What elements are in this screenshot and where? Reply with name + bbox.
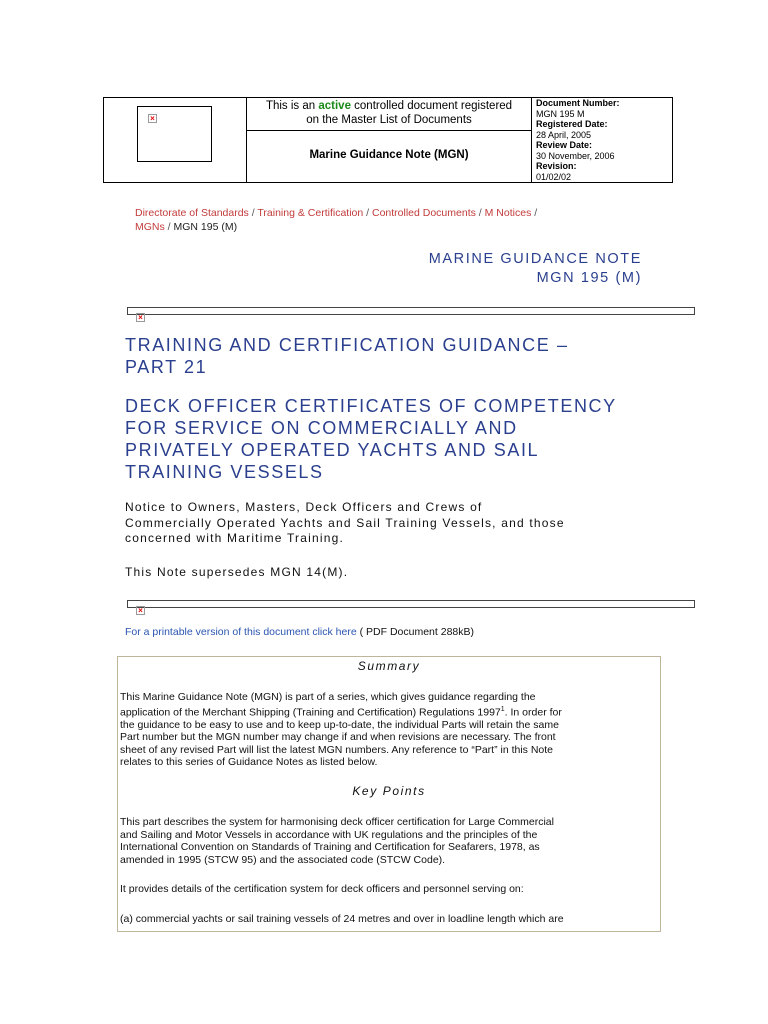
details-item-a: (a) commercial yachts or sail training vessels of 24 metres and over in loadline length which are (120, 913, 564, 925)
broken-image-icon: × (136, 606, 145, 615)
key-points-line: International Convention on Standards of Training and Certification for Seafarers, 1978, as (120, 841, 540, 853)
summary-line: relates to this series of Guidance Notes as listed below. (120, 756, 378, 768)
breadcrumb-separator: / (251, 207, 255, 219)
subtitle-line2: FOR SERVICE ON COMMERCIALLY AND (125, 418, 518, 438)
active-word: active (318, 100, 351, 112)
registered-date-value: 28 April, 2005 (536, 129, 592, 140)
active-suffix: controlled document registered (350, 100, 513, 112)
key-points-line: This part describes the system for harmonising deck officer certification for Large Commercial (120, 816, 554, 828)
summary-paragraph (120, 691, 653, 769)
document-header-table (103, 97, 673, 183)
breadcrumb-separator: / (167, 221, 171, 233)
breadcrumb-controlled-docs[interactable]: Controlled Documents (371, 207, 476, 219)
key-points-heading: Key Points (352, 784, 426, 798)
breadcrumb-directorate[interactable]: Directorate of Standards (135, 207, 249, 219)
summary-line: sheet of any revised Part will list the latest MGN numbers. Any reference to “Part” in this Note (120, 743, 554, 756)
summary-heading: Summary (357, 659, 421, 673)
registered-date-label: Registered Date: (536, 119, 608, 129)
key-points-line: amended in 1995 (STCW 95) and the associated code (STCW Code). (120, 853, 446, 866)
logo-image-placeholder (137, 106, 212, 162)
note-heading-line2: MGN 195 (M) (536, 270, 642, 286)
breadcrumb-separator: / (366, 207, 370, 219)
breadcrumb (135, 206, 635, 234)
review-date-value: 30 November, 2006 (536, 150, 615, 161)
breadcrumb-separator: / (534, 207, 538, 219)
title-line1: TRAINING AND CERTIFICATION GUIDANCE – (125, 335, 569, 355)
notice-line3: concerned with Maritime Training. (125, 531, 345, 545)
revision-value: 01/02/02 (536, 171, 572, 182)
breadcrumb-separator: / (478, 207, 482, 219)
breadcrumb-m-notices[interactable]: M Notices (484, 207, 532, 219)
logo-cell (104, 98, 247, 182)
summary-line: Part number but the MGN number may change if and when revisions are necessary. The front (120, 731, 556, 743)
revision-label: Revision: (536, 161, 577, 171)
broken-image-icon: × (148, 114, 157, 123)
summary-line-part: application of the Merchant Shipping (Training and Certification) Regulations 1997 (120, 706, 501, 718)
active-prefix: This is an (265, 100, 319, 112)
notice-line1: Notice to Owners, Masters, Deck Officers and Crews of (125, 500, 483, 514)
notice-text (125, 500, 665, 547)
subtitle-line4: TRAINING VESSELS (125, 462, 324, 482)
summary-box (117, 656, 661, 932)
breadcrumb-mgns[interactable]: MGNs (135, 221, 165, 233)
summary-line: the guidance to be easy to use and to keep up-to-date, the individual Parts will retain the same (120, 718, 559, 731)
active-status-cell (247, 98, 532, 131)
broken-image-icon: × (136, 313, 145, 322)
printable-info: ( PDF Document 288kB) (356, 626, 474, 638)
page-title (125, 334, 685, 378)
document-type-title: Marine Guidance Note (MGN) (247, 131, 532, 182)
key-points-paragraph (120, 816, 653, 866)
note-heading-line1: MARINE GUIDANCE NOTE (428, 251, 642, 267)
review-date-label: Review Date: (536, 140, 593, 150)
subtitle-line3: PRIVATELY OPERATED YACHTS AND SAIL (125, 440, 540, 460)
notice-line2: Commercially Operated Yachts and Sail Training Vessels, and those (125, 515, 565, 530)
divider-bar (127, 307, 695, 322)
summary-line: This Marine Guidance Note (MGN) is part of a series, which gives guidance regarding the (120, 691, 536, 703)
title-line2: PART 21 (125, 357, 208, 377)
doc-number-label: Document Number: (536, 98, 620, 108)
note-heading (300, 250, 642, 288)
document-meta (532, 98, 672, 182)
summary-line-part: . In order for (504, 706, 562, 718)
active-line2: on the Master List of Documents (306, 114, 472, 126)
supersedes-note: This Note supersedes MGN 14(M). (125, 565, 349, 579)
breadcrumb-current: MGN 195 (M) (173, 221, 238, 233)
details-paragraph: It provides details of the certification system for deck officers and personnel serving on: (120, 883, 524, 895)
divider-bar (127, 600, 695, 615)
page-subtitle (125, 395, 705, 483)
subtitle-line1: DECK OFFICER CERTIFICATES OF COMPETENCY (125, 396, 617, 416)
key-points-line: and Sailing and Motor Vessels in accordance with UK regulations and the principles of the (120, 828, 538, 841)
printable-version (125, 626, 685, 638)
summary-line (120, 704, 653, 719)
printable-link[interactable]: For a printable version of this document click here (125, 626, 357, 638)
footnote-mark[interactable]: 1 (500, 705, 505, 713)
breadcrumb-training[interactable]: Training & Certification (257, 207, 364, 219)
doc-number-value: MGN 195 M (536, 108, 585, 119)
